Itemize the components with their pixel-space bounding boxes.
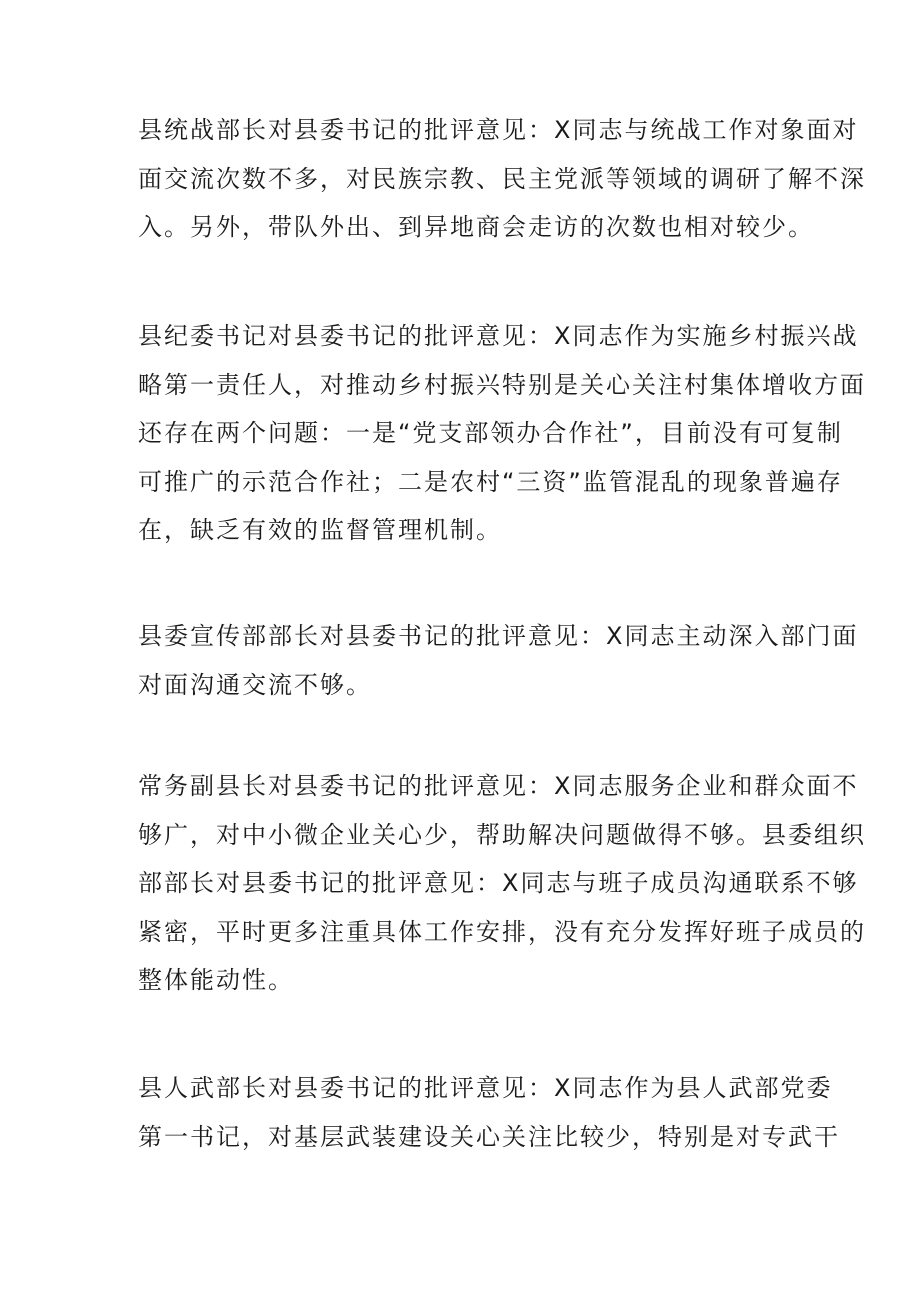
paragraph-publicity-critique [138,612,859,709]
paragraph-discipline-critique [138,312,866,555]
text-line: 对面沟通交流不够。 [138,670,372,699]
text-line: 县人武部长对县委书记的批评意见：X同志作为县人武部党委 [138,1074,833,1102]
text-line: 第一书记，对基层武装建设关心关注比较少，特别是对专武干 [138,1122,840,1151]
text-line: 县统战部长对县委书记的批评意见：X同志与统战工作对象面对 [138,116,859,144]
paragraph-deputy-organization-critique [138,762,866,1005]
text-line: 略第一责任人，对推动乡村振兴特别是关心关注村集体增收方面 [138,370,866,399]
text-line: 够广，对中小微企业关心少，帮助解决问题做得不够。县委组织 [138,820,866,849]
text-line: 入。另外，带队外出、到异地商会走访的次数也相对较少。 [138,213,814,241]
text-line: 县纪委书记对县委书记的批评意见：X同志作为实施乡村振兴战 [138,322,859,350]
text-line: 在，缺乏有效的监督管理机制。 [138,516,502,544]
paragraph-armed-forces-critique [138,1064,840,1161]
text-line: 面交流次数不多，对民族宗教、民主党派等领域的调研了解不深 [138,164,866,193]
paragraph-united-front-critique [138,106,866,252]
text-line: 县委宣传部部长对县委书记的批评意见：X同志主动深入部门面 [138,622,859,650]
text-line: 部部长对县委书记的批评意见：X同志与班子成员沟通联系不够 [138,869,859,897]
text-line: 紧密，平时更多注重具体工作安排，没有充分发挥好班子成员的 [138,917,866,946]
text-line: 整体能动性。 [138,966,294,994]
text-line: 可推广的示范合作社；二是农村“三资”监管混乱的现象普遍存 [138,467,843,496]
text-line: 还存在两个问题：一是“党支部领办合作社”，目前没有可复制 [138,419,843,447]
text-line: 常务副县长对县委书记的批评意见：X同志服务企业和群众面不 [138,772,859,800]
